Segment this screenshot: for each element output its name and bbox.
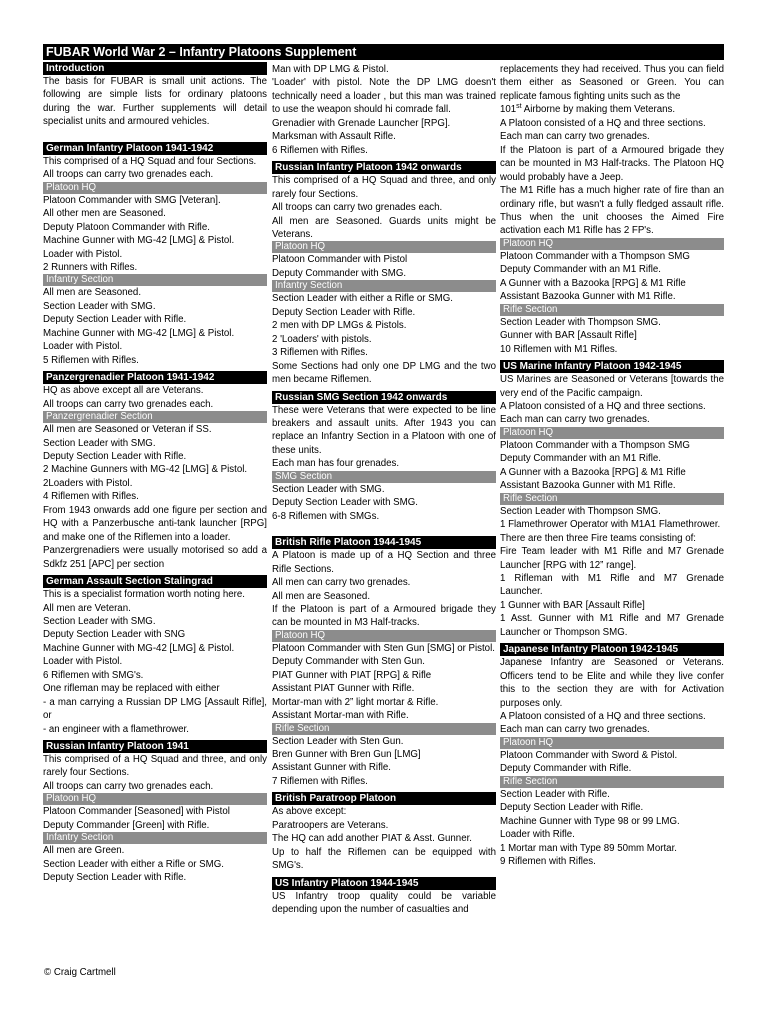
paragraph: Deputy Platoon Commander with Rifle. <box>43 221 210 233</box>
paragraph: All men are Veteran. <box>43 602 131 614</box>
section-heading: Panzergrenadier Platoon 1941-1942 <box>43 371 267 384</box>
paragraph: Grenadier with Grenade Launcher [RPG]. <box>272 117 451 129</box>
document-title: FUBAR World War 2 – Infantry Platoons Supplement <box>43 44 724 60</box>
paragraph: Section Leader with SMG. <box>272 483 385 495</box>
paragraph: This comprised of a HQ Squad and three, and only rarely four Sections. <box>272 175 496 200</box>
paragraph: Deputy Commander with SMG. <box>272 267 407 279</box>
paragraph: All troops can carry two grenades each. <box>43 169 214 181</box>
paragraph: All troops can carry two grenades each. <box>272 202 443 214</box>
column-2 <box>272 63 496 917</box>
paragraph: 1 Mortar man with Type 89 50mm Mortar. <box>500 842 677 854</box>
copyright-notice: © Craig Cartmell <box>44 967 116 978</box>
paragraph: Deputy Commander with Sten Gun. <box>272 656 425 668</box>
paragraph: 3 Riflemen with Rifles. <box>272 347 368 359</box>
paragraph: Assistant PIAT Gunner with Rifle. <box>272 683 415 695</box>
paragraph: 2Loaders with Pistol. <box>43 477 133 489</box>
subsection-heading: Rifle Section <box>500 776 724 788</box>
paragraph: Assistant Bazooka Gunner with M1 Rifle. <box>500 480 676 492</box>
paragraph: If the Platoon is part of a Armoured brigade they can be mounted in M3 Half-tracks. <box>272 603 496 629</box>
section-heading: Introduction <box>43 62 267 75</box>
subsection-heading: Rifle Section <box>272 723 496 735</box>
section-heading: German Assault Section Stalingrad <box>43 575 267 588</box>
paragraph: Assistant Mortar-man with Rifle. <box>272 710 409 722</box>
paragraph: This is a specialist formation worth noting here. <box>43 589 245 601</box>
paragraph: Section Leader with Thompson SMG. <box>500 505 661 517</box>
paragraph: Bren Gunner with Bren Gun [LMG] <box>272 749 421 761</box>
paragraph: 5 Riflemen with Rifles. <box>43 354 139 366</box>
section-heading: British Rifle Platoon 1944-1945 <box>272 536 496 549</box>
paragraph: Paratroopers are Veterans. <box>272 819 389 831</box>
section-heading: Japanese Infantry Platoon 1942-1945 <box>500 643 724 656</box>
paragraph: 7 Riflemen with Rifles. <box>272 775 368 787</box>
paragraph: 4 Riflemen with Rifles. <box>43 491 139 503</box>
paragraph: A Platoon consisted of a HQ and three sections. <box>500 711 706 723</box>
subsection-heading: Infantry Section <box>272 280 496 292</box>
paragraph: As above except: <box>272 806 347 818</box>
paragraph: Each man can carry two grenades. <box>500 414 650 426</box>
paragraph: Platoon Commander with SMG [Veteran]. <box>43 194 221 206</box>
paragraph: These were Veterans that were expected to be line breakers and assault units. After 1943 you can replace an Infantry Section in a Platoon with one of these units. <box>272 404 496 456</box>
paragraph: Loader with Pistol. <box>43 248 123 260</box>
paragraph: HQ as above except all are Veterans. <box>43 385 204 397</box>
paragraph: 2 Machine Gunners with MG-42 [LMG] & Pistol. <box>43 464 248 476</box>
paragraph: Assistant Gunner with Rifle. <box>272 762 391 774</box>
paragraph: All troops can carry two grenades each. <box>43 780 214 792</box>
subsection-heading: Platoon HQ <box>500 238 724 250</box>
paragraph: Platoon Commander with Pistol <box>272 254 408 266</box>
paragraph: All other men are Seasoned. <box>43 208 166 220</box>
paragraph: Section Leader with Sten Gun. <box>272 735 404 747</box>
paragraph: Each man can carry two grenades. <box>500 131 650 143</box>
paragraph: Loader with Pistol. <box>43 656 123 668</box>
paragraph: Deputy Section Leader with SNG <box>43 629 186 641</box>
paragraph: Section Leader with SMG. <box>43 300 156 312</box>
spacer <box>272 523 496 536</box>
paragraph: 'Loader' with pistol. Note the DP LMG doesn't technically need a loader , but this man was trained to use the weapon should hi comrade fall. <box>272 77 496 116</box>
paragraph: Platoon Commander with Sword & Pistol. <box>500 749 678 761</box>
section-heading: Russian Infantry Platoon 1942 onwards <box>272 161 496 174</box>
paragraph: Platoon Commander [Seasoned] with Pistol <box>43 806 230 818</box>
paragraph: 6 Riflemen with Rifles. <box>272 144 368 156</box>
paragraph: All men can carry two grenades. <box>272 577 411 589</box>
paragraph: Up to half the Riflemen can be equipped with SMG's. <box>272 846 496 872</box>
section-heading: British Paratroop Platoon <box>272 792 496 805</box>
paragraph: Machine Gunner with MG-42 [LMG] & Pistol. <box>43 327 235 339</box>
paragraph: US Marines are Seasoned or Veterans [towards the very end of the Pacific campaign. <box>500 374 724 399</box>
paragraph: Section Leader with SMG. <box>43 437 156 449</box>
subsection-heading: Panzergrenadier Section <box>43 411 267 423</box>
paragraph: The basis for FUBAR is small unit actions. The following are simple lists for ordinary platoons during the war. Further supplements will detail specialist units and armoured vehicles. <box>43 76 267 128</box>
paragraph: replacements they had received. Thus you can field them either as Seasoned or Green. You can replicate famous fighting units such as the <box>500 64 724 102</box>
paragraph: Platoon Commander with a Thompson SMG <box>500 250 690 262</box>
paragraph: Machine Gunner with MG-42 [LMG] & Pistol. <box>43 642 235 654</box>
spacer <box>43 129 267 142</box>
paragraph: PIAT Gunner with PIAT [RPG] & Rifle <box>272 669 432 681</box>
paragraph: A Gunner with a Bazooka [RPG] & M1 Rifle <box>500 277 686 289</box>
paragraph: 2 men with DP LMGs & Pistols. <box>272 320 407 332</box>
paragraph: Section Leader with either a Rifle or SMG. <box>272 293 453 305</box>
paragraph: All men are Seasoned or Veteran if SS. <box>43 424 212 436</box>
paragraph: - a man carrying a Russian DP LMG [Assault Rifle], or <box>43 696 267 722</box>
paragraph: This comprised of a HQ Squad and four Sections. <box>43 155 257 167</box>
paragraph: Each man has four grenades. <box>272 458 400 470</box>
subsection-heading: Platoon HQ <box>500 427 724 439</box>
subsection-heading: Platoon HQ <box>272 630 496 642</box>
paragraph: Deputy Section Leader with Rifle. <box>43 314 187 326</box>
paragraph: Deputy Section Leader with Rifle. <box>43 450 187 462</box>
paragraph: From 1943 onwards add one figure per section and HQ with a Panzerbusche anti-tank launcher [RPG] and make one of the Riflemen into a loader. <box>43 504 267 543</box>
paragraph: Japanese Infantry are Seasoned or Veterans. Officers tend to be Elite and while they live confer this to the section they are with for Activation purposes only. <box>500 657 724 709</box>
paragraph: Platoon Commander with Sten Gun [SMG] or Pistol. <box>272 642 495 654</box>
section-heading: Russian Infantry Platoon 1941 <box>43 740 267 753</box>
paragraph: Platoon Commander with a Thompson SMG <box>500 439 690 451</box>
paragraph: Deputy Section Leader with SMG. <box>272 497 418 509</box>
paragraph: All men are Seasoned. <box>43 287 142 299</box>
paragraph: Loader with Pistol. <box>43 341 123 353</box>
paragraph: Section Leader with Rifle. <box>500 788 610 800</box>
paragraph: Each man can carry two grenades. <box>500 724 650 736</box>
paragraph: Man with DP LMG & Pistol. <box>272 64 389 75</box>
paragraph: Panzergrenadiers were usually motorised so add a Sdkfz 251 [APC] per section <box>43 545 267 570</box>
paragraph: Some Sections had only one DP LMG and the two men became Riflemen. <box>272 360 496 386</box>
paragraph: 6-8 Riflemen with SMGs. <box>272 510 380 522</box>
paragraph: Marksman with Assault Rifle. <box>272 131 396 143</box>
paragraph: - an engineer with a flamethrower. <box>43 723 189 735</box>
paragraph: Gunner with BAR [Assault Rifle] <box>500 330 637 342</box>
paragraph: Deputy Section Leader with Rifle. <box>272 306 416 318</box>
paragraph: Section Leader with SMG. <box>43 615 156 627</box>
section-heading: Russian SMG Section 1942 onwards <box>272 391 496 404</box>
paragraph: 1 Flamethrower Operator with M1A1 Flamethrower. <box>500 519 721 531</box>
paragraph: Section Leader with either a Rifle or SMG. <box>43 858 224 870</box>
paragraph: There are then three Fire teams consisting of: <box>500 532 696 544</box>
paragraph: Machine Gunner with Type 98 or 99 LMG. <box>500 815 680 827</box>
paragraph: 6 Riflemen with SMG's. <box>43 669 144 681</box>
section-heading: US Infantry Platoon 1944-1945 <box>272 877 496 890</box>
paragraph: Deputy Commander with an M1 Rifle. <box>500 264 661 276</box>
paragraph: Deputy Commander [Green] with Rifle. <box>43 819 210 831</box>
paragraph: 9 Riflemen with Rifles. <box>500 856 596 868</box>
paragraph: A Gunner with a Bazooka [RPG] & M1 Rifle <box>500 466 686 478</box>
paragraph: 10 Riflemen with M1 Rifles. <box>500 343 618 355</box>
section-heading: German Infantry Platoon 1941-1942 <box>43 142 267 155</box>
paragraph: Fire Team leader with M1 Rifle and M7 Grenade Launcher [RPG with 12” range]. <box>500 546 724 571</box>
paragraph: Section Leader with Thompson SMG. <box>500 316 661 328</box>
paragraph: 2 'Loaders' with pistols. <box>272 333 372 345</box>
subsection-heading: Platoon HQ <box>43 793 267 805</box>
subsection-heading: Platoon HQ <box>272 241 496 253</box>
paragraph: All men are Seasoned. <box>272 590 371 602</box>
paragraph: 1 Rifleman with M1 Rifle and M7 Grenade Launcher. <box>500 572 724 598</box>
paragraph: 2 Runners with Rifles. <box>43 261 138 273</box>
paragraph: This comprised of a HQ Squad and three, and only rarely four Sections. <box>43 754 267 779</box>
paragraph: All men are Seasoned. Guards units might be Veterans. <box>272 215 496 240</box>
paragraph: Assistant Bazooka Gunner with M1 Rifle. <box>500 291 676 303</box>
subsection-heading: SMG Section <box>272 471 496 483</box>
subsection-heading: Infantry Section <box>43 832 267 844</box>
subsection-heading: Infantry Section <box>43 274 267 286</box>
paragraph: The HQ can add another PIAT & Asst. Gunner. <box>272 833 472 845</box>
paragraph: Mortar-man with 2” light mortar & Rifle. <box>272 696 439 708</box>
paragraph: A Platoon consisted of a HQ and three sections. <box>500 400 706 412</box>
subsection-heading: Platoon HQ <box>500 737 724 749</box>
paragraph: Machine Gunner with MG-42 [LMG] & Pistol. <box>43 235 235 247</box>
column-3 <box>500 63 724 869</box>
subsection-heading: Rifle Section <box>500 493 724 505</box>
paragraph: Deputy Section Leader with Rifle. <box>500 802 644 814</box>
subsection-heading: Rifle Section <box>500 304 724 316</box>
paragraph: Deputy Section Leader with Rifle. <box>43 872 187 884</box>
paragraph: 1 Gunner with BAR [Assault Rifle] <box>500 599 645 611</box>
paragraph: A Platoon is made up of a HQ Section and three Rifle Sections. <box>272 550 496 575</box>
paragraph: Deputy Commander with Rifle. <box>500 763 632 775</box>
paragraph: US Infantry troop quality could be variable depending upon the number of casualties and <box>272 890 496 916</box>
paragraph: Loader with Rifle. <box>500 829 575 841</box>
paragraph: A Platoon consisted of a HQ and three sections. <box>500 117 706 129</box>
subsection-heading: Platoon HQ <box>43 182 267 194</box>
paragraph: 101st Airborne by making them Veterans. <box>500 103 676 116</box>
paragraph: One rifleman may be replaced with either <box>43 683 220 695</box>
paragraph: All men are Green. <box>43 845 125 857</box>
paragraph: If the Platoon is part of a Armoured brigade they can be mounted in M3 Half-tracks. The Platoon HQ would probably have a Jeep. <box>500 144 724 183</box>
paragraph: 1 Asst. Gunner with M1 Rifle and M7 Grenade Launcher or Thompson SMG. <box>500 613 724 638</box>
paragraph: Deputy Commander with an M1 Rifle. <box>500 453 661 465</box>
paragraph: The M1 Rifle has a much higher rate of fire than an ordinary rifle, but wasn't a fully fledged assault rifle. Thus when the unit chooses the Aimed Fire activation each M1 Rifle has 2 FP's. <box>500 185 724 237</box>
section-heading: US Marine Infantry Platoon 1942-1945 <box>500 360 724 373</box>
column-1 <box>43 62 267 885</box>
paragraph: All troops can carry two grenades each. <box>43 398 214 410</box>
